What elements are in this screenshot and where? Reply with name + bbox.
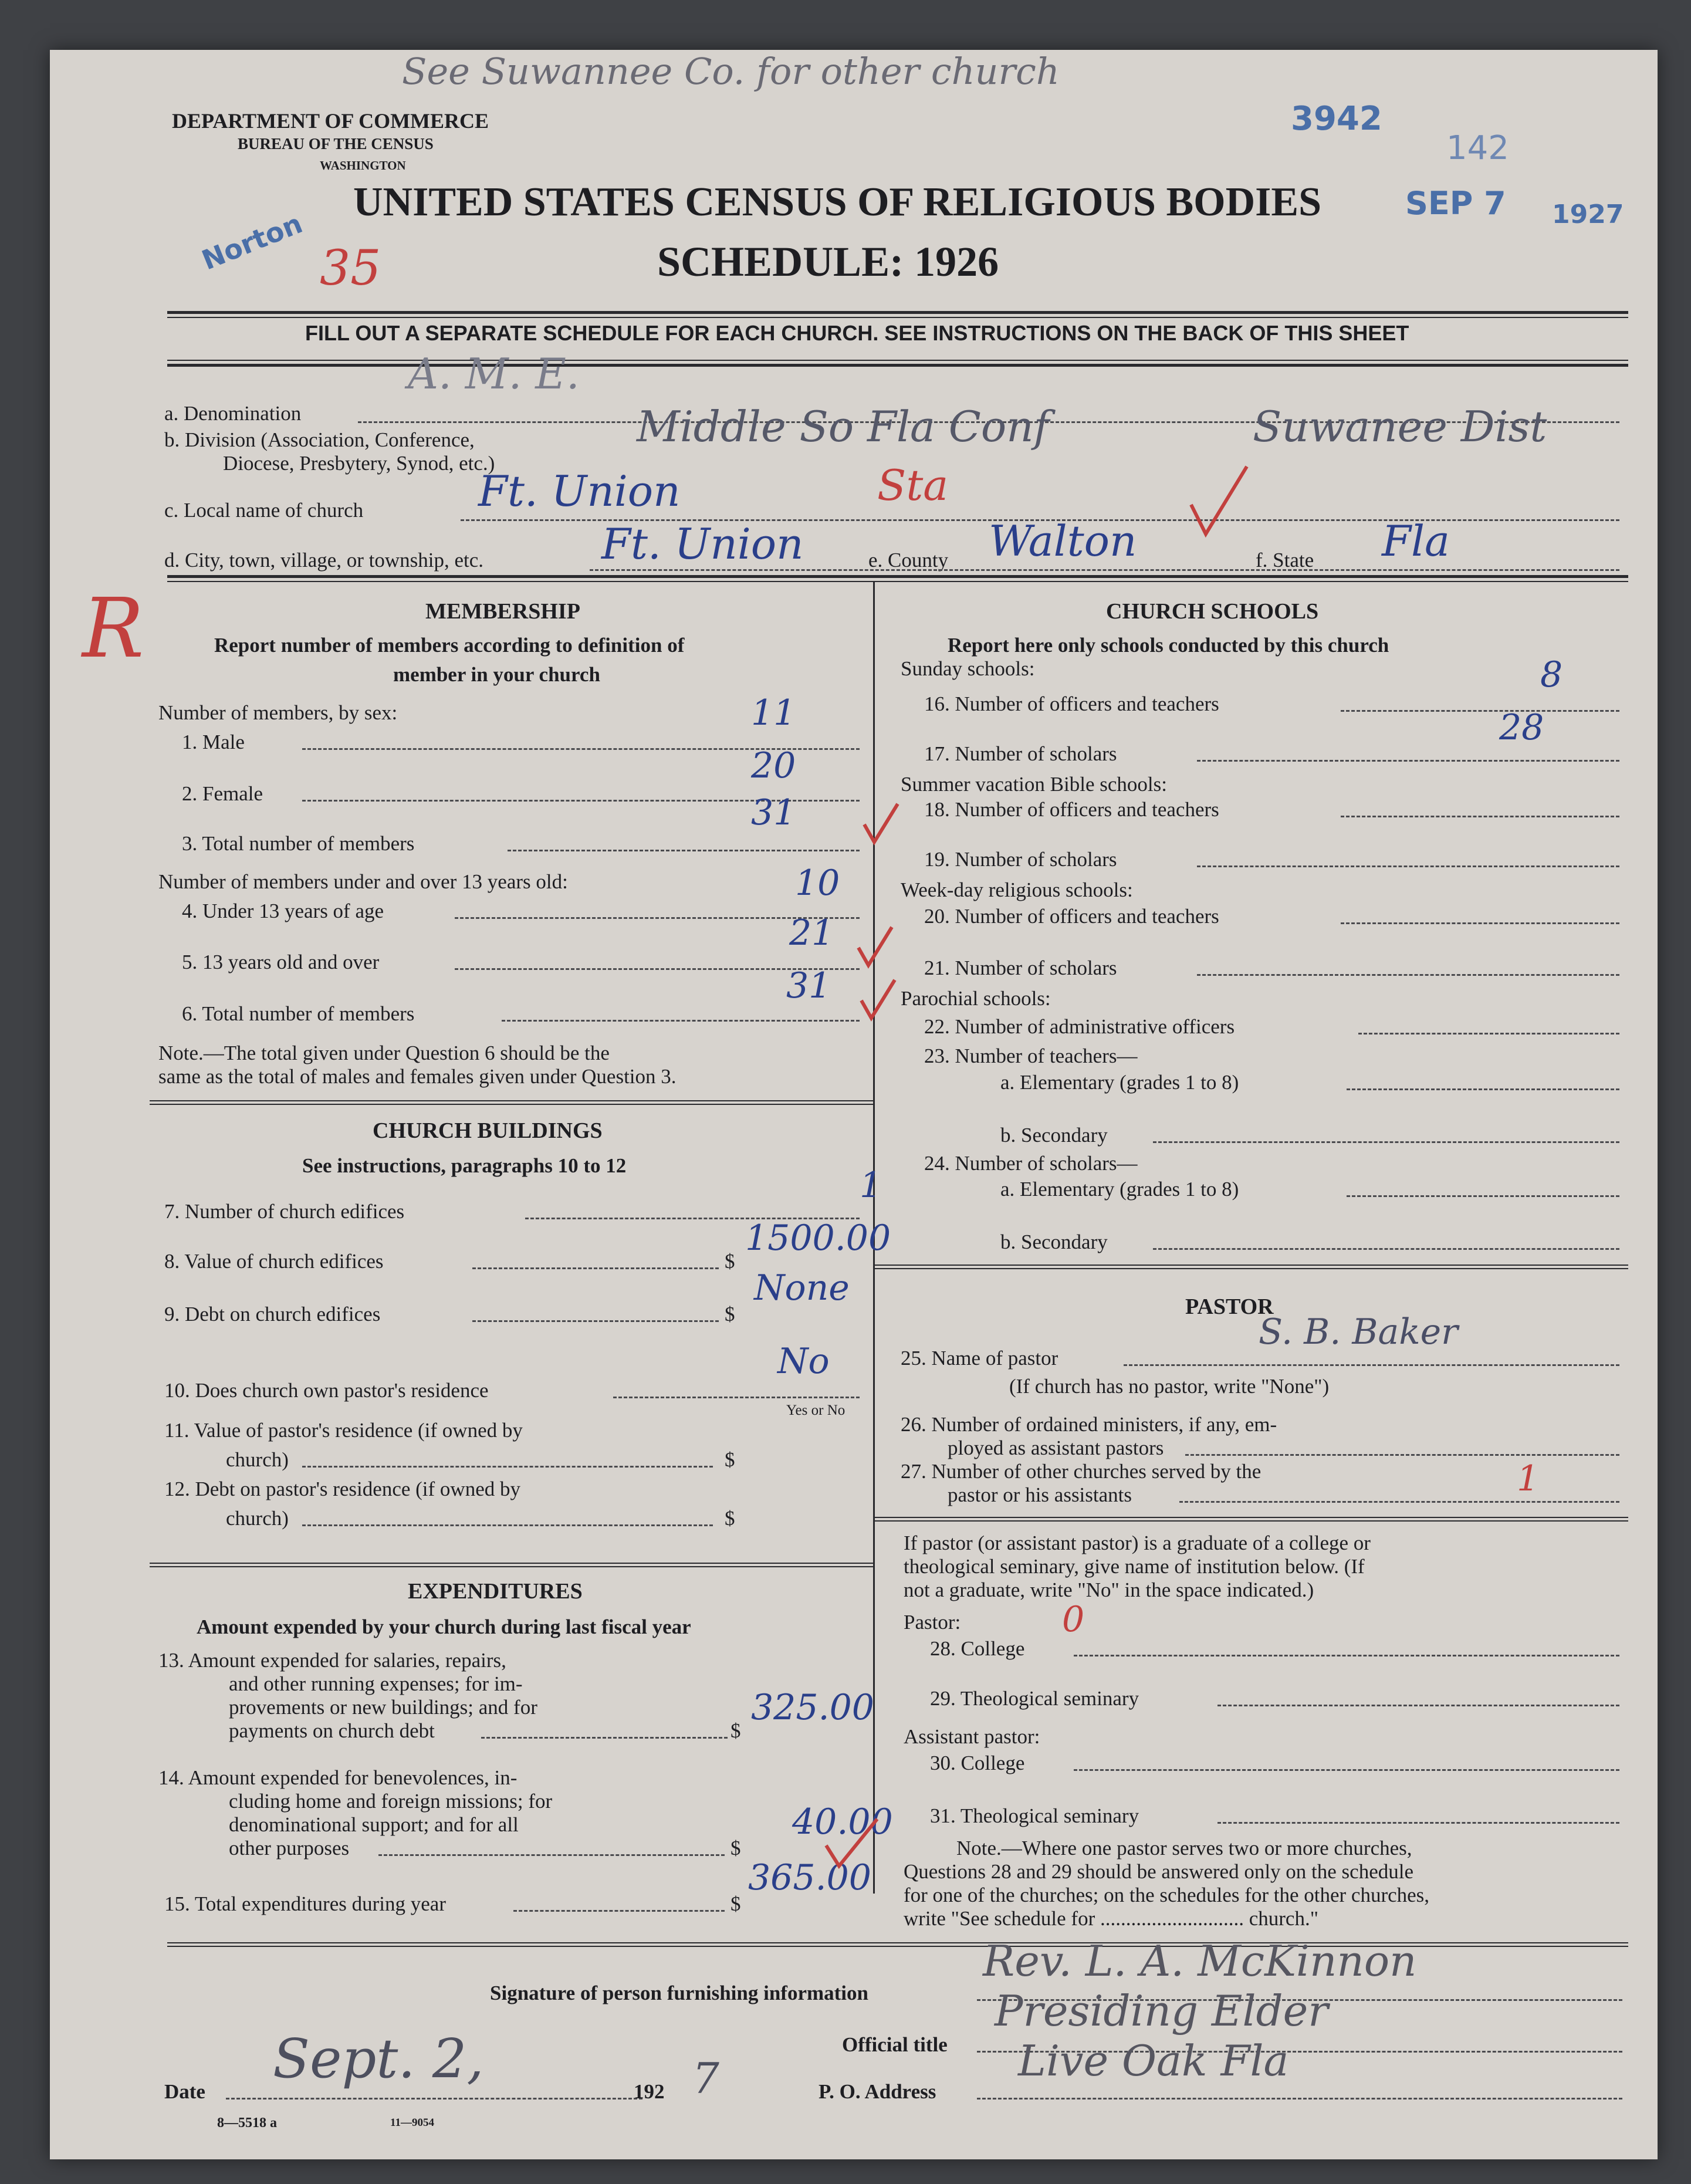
q11-label: 11. Value of pastor's residence (if owned by	[164, 1419, 523, 1442]
signature-label: Signature of person furnishing information	[490, 1982, 868, 2004]
q11-label-2: church)	[226, 1448, 289, 1471]
county-value[interactable]: Walton	[989, 516, 1137, 566]
q4-label: 4. Under 13 years of age	[182, 900, 384, 922]
pastor-note: Note.—Where one pastor serves two or more churches,	[956, 1837, 1412, 1860]
rule	[167, 360, 1628, 361]
q5-label: 5. 13 years old and over	[182, 951, 380, 973]
year-prefix: 192	[634, 2080, 665, 2103]
q3-label: 3. Total number of members	[182, 832, 415, 855]
field-line	[226, 2098, 642, 2100]
q20-label: 20. Number of officers and teachers	[924, 905, 1219, 928]
q26-label: 26. Number of ordained ministers, if any, em-	[901, 1413, 1277, 1436]
q24b-label: b. Secondary	[1000, 1230, 1108, 1253]
po-address-label: P. O. Address	[819, 2080, 936, 2103]
graduate-instr-2: theological seminary, give name of institution below. (If	[904, 1555, 1365, 1578]
membership-heading: MEMBERSHIP	[425, 599, 580, 624]
denomination-value[interactable]: A. M. E.	[408, 349, 580, 398]
check-mark-icon	[854, 924, 895, 971]
city-name: WASHINGTON	[320, 158, 406, 173]
field-line	[1217, 1705, 1619, 1706]
yes-no-hint: Yes or No	[786, 1402, 846, 1418]
date-label: Date	[164, 2080, 205, 2103]
q18-label: 18. Number of officers and teachers	[924, 798, 1219, 821]
field-line	[1197, 760, 1619, 762]
q13-label: 13. Amount expended for salaries, repairs,	[158, 1649, 506, 1672]
check-mark-icon	[860, 801, 901, 848]
q11-dollar: $	[725, 1448, 735, 1471]
field-line	[1341, 710, 1619, 712]
field-line	[378, 1854, 725, 1856]
field-line	[472, 1320, 719, 1322]
stamp-name: Norton	[197, 207, 307, 276]
graduate-instr-3: not a graduate, write "No" in the space indicated.)	[904, 1578, 1314, 1601]
membership-intro-2: member in your church	[393, 663, 600, 686]
q14-label: 14. Amount expended for benevolences, in-	[158, 1766, 518, 1789]
form-title: UNITED STATES CENSUS OF RELIGIOUS BODIES	[353, 180, 1322, 225]
q17-label: 17. Number of scholars	[924, 742, 1117, 765]
instructions-line: FILL OUT A SEPARATE SCHEDULE FOR EACH CHURCH. SEE INSTRUCTIONS ON THE BACK OF THIS SHEET	[305, 321, 1409, 345]
q25-note: (If church has no pastor, write "None")	[1009, 1375, 1330, 1398]
q28-label: 28. College	[930, 1637, 1025, 1660]
check-mark-icon	[1185, 464, 1250, 540]
field-line	[1217, 1822, 1619, 1824]
field-line	[513, 1910, 725, 1912]
q28-value[interactable]: 0	[1062, 1599, 1085, 1640]
q2-label: 2. Female	[182, 782, 263, 805]
census-schedule-page	[50, 50, 1658, 2159]
field-line	[1341, 922, 1619, 924]
membership-intro: Report number of members according to definition of	[214, 634, 685, 657]
rule	[875, 1268, 1628, 1269]
local-name-label: c. Local name of church	[164, 499, 364, 522]
rule	[150, 1100, 873, 1101]
field-line	[472, 1267, 719, 1269]
q13-value[interactable]: 325.00	[751, 1687, 874, 1728]
q9-dollar: $	[725, 1303, 735, 1326]
rule	[150, 1104, 873, 1105]
q27-label-2: pastor or his assistants	[948, 1483, 1132, 1506]
q25-label: 25. Name of pastor	[901, 1347, 1058, 1370]
rule	[167, 575, 1628, 578]
bureau-name: BUREAU OF THE CENSUS	[238, 135, 434, 153]
field-line	[1358, 1033, 1619, 1034]
q12-label-2: church)	[226, 1507, 289, 1530]
schools-intro: Report here only schools conducted by this church	[948, 634, 1389, 657]
q27-label: 27. Number of other churches served by the	[901, 1460, 1262, 1483]
check-mark-icon	[857, 977, 898, 1024]
q14-label-4: other purposes	[229, 1837, 350, 1860]
q15-dollar: $	[730, 1892, 741, 1915]
q2-value[interactable]: 20	[751, 745, 796, 786]
field-line	[1341, 816, 1619, 817]
rule	[167, 311, 1628, 314]
q22-label: 22. Number of administrative officers	[924, 1015, 1235, 1038]
graduate-instr: If pastor (or assistant pastor) is a graduate of a college or	[904, 1531, 1371, 1554]
weekday-label: Week-day religious schools:	[901, 878, 1133, 901]
pastor-note-4: write "See schedule for ............................ church."	[904, 1907, 1319, 1930]
q1-value[interactable]: 11	[751, 692, 796, 733]
dept-name: DEPARTMENT OF COMMERCE	[172, 109, 489, 133]
field-line	[1074, 1769, 1619, 1771]
field-line	[1185, 1454, 1619, 1456]
division-value-2[interactable]: Suwanee Dist	[1253, 402, 1547, 451]
q16-value[interactable]: 8	[1540, 654, 1563, 695]
q17-value[interactable]: 28	[1499, 707, 1544, 748]
q6-value[interactable]: 31	[786, 965, 831, 1006]
form-subtitle: SCHEDULE: 1926	[657, 238, 999, 285]
q21-label: 21. Number of scholars	[924, 956, 1117, 979]
q4-value[interactable]: 10	[795, 863, 840, 904]
red-mark: R	[82, 581, 144, 677]
q8-dollar: $	[725, 1250, 735, 1273]
field-line	[1347, 1195, 1619, 1197]
q9-label: 9. Debt on church edifices	[164, 1303, 381, 1326]
division-label-2: Diocese, Presbytery, Synod, etc.)	[223, 452, 495, 475]
official-title-value[interactable]: Presiding Elder	[995, 1986, 1328, 2036]
q1-label: 1. Male	[182, 731, 245, 753]
field-line	[302, 1524, 713, 1526]
field-line	[1153, 1141, 1619, 1143]
field-line	[613, 1397, 860, 1398]
check-mark-icon	[821, 1816, 880, 1869]
membership-note: Note.—The total given under Question 6 should be the	[158, 1042, 610, 1064]
pastor-label: Pastor:	[904, 1611, 961, 1634]
state-label: f. State	[1256, 549, 1314, 572]
field-line	[1124, 1364, 1619, 1366]
local-name-value[interactable]: Ft. Union	[478, 466, 681, 516]
q23b-label: b. Secondary	[1000, 1124, 1108, 1147]
field-line	[1074, 1655, 1619, 1656]
pastor-heading: PASTOR	[1185, 1294, 1274, 1319]
field-line	[977, 2098, 1622, 2100]
q15-value[interactable]: 365.00	[748, 1857, 871, 1898]
by-sex-label: Number of members, by sex:	[158, 701, 398, 724]
rule	[875, 1517, 1628, 1518]
rule	[167, 364, 1628, 367]
q27-value[interactable]: 1	[1517, 1458, 1540, 1499]
q14-value[interactable]: 40.00	[792, 1801, 893, 1842]
q14-dollar: $	[730, 1837, 741, 1860]
field-line	[502, 1020, 860, 1022]
division-label: b. Division (Association, Conference,	[164, 428, 475, 451]
membership-note-2: same as the total of males and females given under Question 3.	[158, 1065, 677, 1088]
rule	[875, 1520, 1628, 1522]
official-title-label: Official title	[842, 2033, 948, 2056]
stamp-number-2: 142	[1446, 129, 1509, 167]
field-line	[508, 850, 860, 851]
field-line	[302, 1466, 713, 1468]
rule	[167, 317, 1628, 318]
date-value[interactable]: Sept. 2,	[273, 2027, 484, 2090]
q14-label-2: cluding home and foreign missions; for	[229, 1790, 553, 1813]
q9-value[interactable]: None	[754, 1267, 850, 1309]
stamp-number: 3942	[1291, 100, 1382, 138]
field-line	[1179, 1501, 1619, 1503]
q15-label: 15. Total expenditures during year	[164, 1892, 446, 1915]
field-line	[1197, 974, 1619, 976]
q7-label: 7. Number of church edifices	[164, 1200, 405, 1223]
county-label: e. County	[868, 549, 949, 572]
denomination-label: a. Denomination	[164, 402, 302, 425]
signature-value[interactable]: Rev. L. A. McKinnon	[983, 1936, 1417, 1986]
rule	[875, 1265, 1628, 1266]
local-name-value-red[interactable]: Sta	[877, 461, 949, 510]
q13-dollar: $	[730, 1719, 741, 1742]
q8-label: 8. Value of church edifices	[164, 1250, 384, 1273]
rule	[167, 581, 1628, 582]
q24a-label: a. Elementary (grades 1 to 8)	[1000, 1178, 1239, 1201]
q16-label: 16. Number of officers and teachers	[924, 692, 1219, 715]
stamp-year: 1927	[1552, 200, 1624, 229]
city-value[interactable]: Ft. Union	[601, 519, 804, 569]
q13-label-3: provements or new buildings; and for	[229, 1696, 537, 1719]
expenditures-heading: EXPENDITURES	[408, 1579, 583, 1604]
field-line	[1197, 866, 1619, 867]
q7-value[interactable]: 1	[860, 1165, 882, 1206]
q5-value[interactable]: 21	[789, 912, 834, 954]
po-address-value[interactable]: Live Oak Fla	[1018, 2036, 1289, 2085]
q23a-label: a. Elementary (grades 1 to 8)	[1000, 1071, 1239, 1094]
q12-label: 12. Debt on pastor's residence (if owned by	[164, 1478, 520, 1500]
city-label: d. City, town, village, or township, etc.	[164, 549, 484, 572]
schools-heading: CHURCH SCHOOLS	[1106, 599, 1319, 624]
q19-label: 19. Number of scholars	[924, 848, 1117, 871]
q26-label-2: ployed as assistant pastors	[948, 1436, 1164, 1459]
parochial-label: Parochial schools:	[901, 987, 1051, 1010]
q13-label-2: and other running expenses; for im-	[229, 1672, 523, 1695]
rule	[150, 1566, 873, 1567]
field-line	[481, 1737, 728, 1739]
q13-label-4: payments on church debt	[229, 1719, 435, 1742]
by-age-label: Number of members under and over 13 years old:	[158, 870, 568, 893]
form-number: 8—5518 a	[217, 2115, 277, 2131]
field-line	[590, 569, 1619, 571]
year-value[interactable]: 7	[692, 2054, 719, 2103]
q6-label: 6. Total number of members	[182, 1002, 415, 1025]
q24-label: 24. Number of scholars—	[924, 1152, 1138, 1175]
q10-value[interactable]: No	[777, 1341, 830, 1382]
vacation-label: Summer vacation Bible schools:	[901, 773, 1167, 796]
assistant-label: Assistant pastor:	[904, 1725, 1040, 1748]
q12-dollar: $	[725, 1507, 735, 1530]
red-number: 35	[320, 241, 381, 296]
print-number: 11—9054	[390, 2117, 434, 2129]
q10-label: 10. Does church own pastor's residence	[164, 1379, 489, 1402]
buildings-intro: See instructions, paragraphs 10 to 12	[302, 1154, 627, 1177]
q31-label: 31. Theological seminary	[930, 1804, 1139, 1827]
expenditures-intro: Amount expended by your church during last fiscal year	[197, 1615, 691, 1638]
q23-label: 23. Number of teachers—	[924, 1044, 1138, 1067]
q25-value[interactable]: S. B. Baker	[1259, 1311, 1458, 1353]
division-value[interactable]: Middle So Fla Conf	[637, 402, 1050, 451]
q29-label: 29. Theological seminary	[930, 1687, 1139, 1710]
q8-value[interactable]: 1500.00	[745, 1218, 891, 1259]
q30-label: 30. College	[930, 1752, 1025, 1774]
pastor-note-3: for one of the churches; on the schedules for the other churches,	[904, 1884, 1430, 1906]
field-line	[1153, 1248, 1619, 1250]
rule	[150, 1563, 873, 1564]
stamp-date: SEP 7	[1405, 185, 1506, 222]
state-value[interactable]: Fla	[1382, 516, 1450, 566]
q3-value[interactable]: 31	[751, 792, 796, 833]
sunday-label: Sunday schools:	[901, 657, 1035, 680]
q14-label-3: denominational support; and for all	[229, 1813, 519, 1836]
buildings-heading: CHURCH BUILDINGS	[373, 1118, 603, 1143]
top-pencil-note: See Suwannee Co. for other church	[402, 50, 1060, 93]
pastor-note-2: Questions 28 and 29 should be answered only on the schedule	[904, 1860, 1414, 1883]
field-line	[1347, 1088, 1619, 1090]
